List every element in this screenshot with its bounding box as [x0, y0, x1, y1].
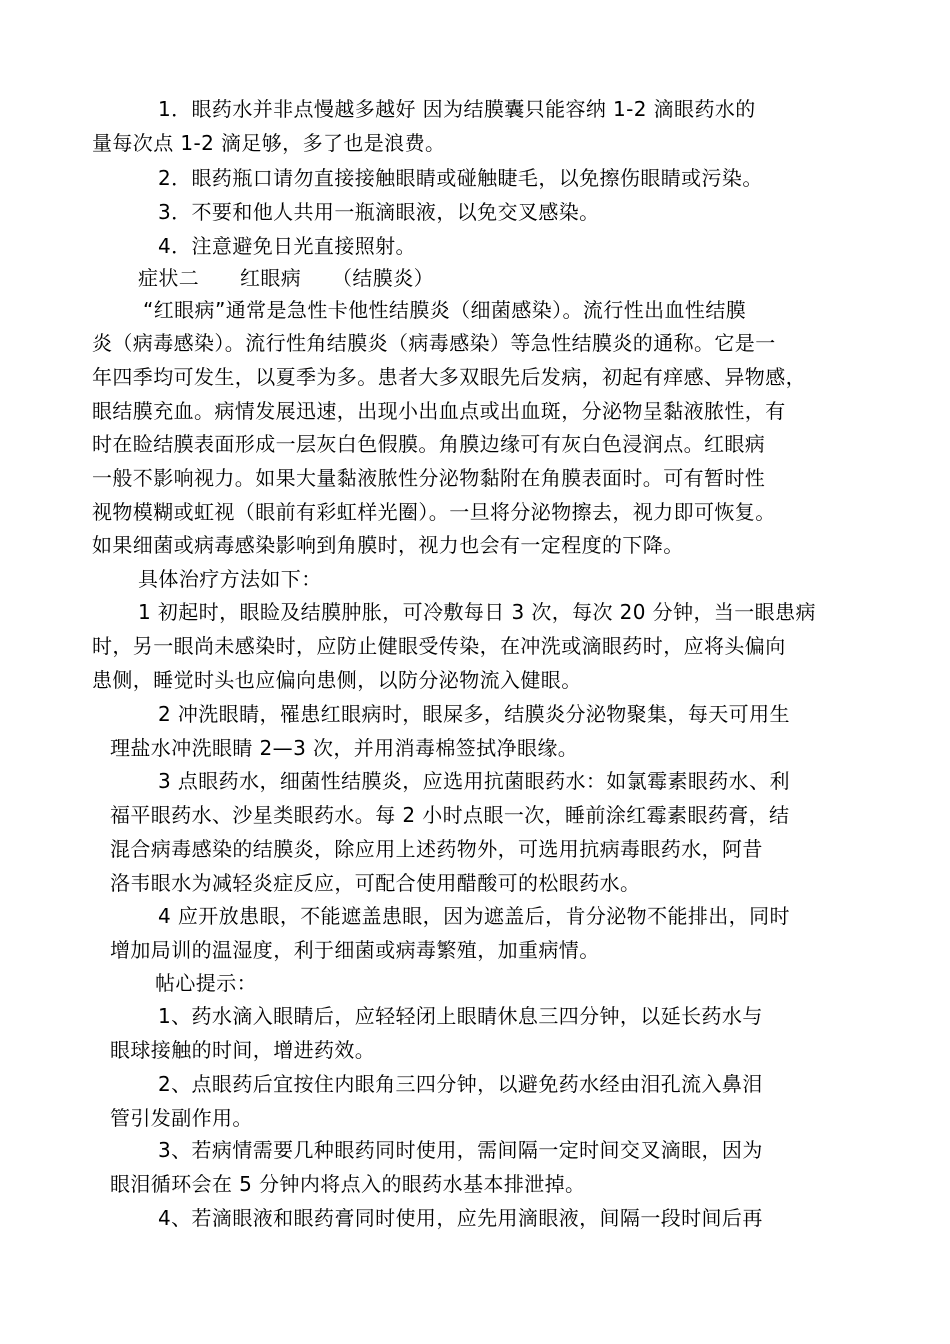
text-line: 1、药水滴入眼睛后，应轻轻闭上眼睛休息三四分钟，以延长药水与	[158, 1004, 763, 1028]
text-line: 3．不要和他人共用一瓶滴眼液，以免交叉感染。	[158, 200, 600, 224]
text-line: 2．眼药瓶口请勿直接接触眼睛或碰触睫毛，以免擦伤眼睛或污染。	[158, 166, 763, 190]
text-line: 时，另一眼尚未感染时，应防止健眼受传染，在冲洗或滴眼药时，应将头偏向	[92, 634, 786, 658]
text-line: 炎（病毒感染）。流行性角结膜炎（病毒感染）等急性结膜炎的通称。它是一	[92, 331, 776, 355]
text-line: 管引发副作用。	[110, 1106, 253, 1130]
text-line: 4 应开放患眼，不能遮盖患眼，因为遮盖后，肯分泌物不能排出，同时	[158, 904, 790, 928]
text-line: 一般不影响视力。如果大量黏液脓性分泌物黏附在角膜表面时。可有暂时性	[92, 466, 766, 490]
text-line: 眼结膜充血。病情发展迅速，出现小出血点或出血斑，分泌物呈黏液脓性，有	[92, 399, 786, 423]
text-line: 年四季均可发生，以夏季为多。患者大多双眼先后发病，初起有痒感、异物感，	[92, 365, 806, 389]
section-heading: 帖心提示：	[155, 971, 257, 995]
text-line: 眼泪循环会在 5 分钟内将点入的眼药水基本排泄掉。	[110, 1172, 586, 1196]
text-line: 洛韦眼水为减轻炎症反应，可配合使用醋酸可的松眼药水。	[110, 871, 641, 895]
section-heading: 症状二 红眼病 （结膜炎）	[138, 266, 434, 290]
text-line: 眼球接触的时间，增进药效。	[110, 1038, 376, 1062]
text-line: 福平眼药水、沙星类眼药水。每 2 小时点眼一次，睡前涂红霉素眼药膏，结	[110, 803, 790, 827]
text-line: 3、若病情需要几种眼药同时使用，需间隔一定时间交叉滴眼，因为	[158, 1138, 763, 1162]
text-line: 视物模糊或虹视（眼前有彩虹样光圈）。一旦将分泌物擦去，视力即可恢复。	[92, 500, 776, 524]
text-line: 理盐水冲洗眼睛 2—3 次，并用消毒棉签拭净眼缘。	[110, 736, 579, 760]
text-line: 时在睑结膜表面形成一层灰白色假膜。角膜边缘可有灰白色浸润点。红眼病	[92, 432, 766, 456]
text-line: 1 初起时，眼睑及结膜肿胀，可冷敷每日 3 次，每次 20 分钟，当一眼患病	[138, 600, 816, 624]
text-line: 患侧，睡觉时头也应偏向患侧，以防分泌物流入健眼。	[92, 668, 582, 692]
text-line: 2 冲洗眼睛，罹患红眼病时，眼屎多，结膜炎分泌物聚集，每天可用生	[158, 702, 790, 726]
text-line: 增加局训的温湿度，利于细菌或病毒繁殖，加重病情。	[110, 938, 600, 962]
text-line: 1．眼药水并非点慢越多越好 因为结膜囊只能容纳 1-2 滴眼药水的	[158, 97, 756, 121]
text-line: 量每次点 1-2 滴足够，多了也是浪费。	[92, 131, 446, 155]
text-line: “红眼病”通常是急性卡他性结膜炎（细菌感染）。流行性出血性结膜	[143, 298, 747, 322]
text-line: 如果细菌或病毒感染影响到角膜时，视力也会有一定程度的下降。	[92, 533, 684, 557]
text-line: 2、点眼药后宜按住内眼角三四分钟，以避免药水经由泪孔流入鼻泪	[158, 1072, 763, 1096]
text-line: 4．注意避免日光直接照射。	[158, 234, 416, 258]
section-heading: 具体治疗方法如下：	[138, 567, 322, 591]
text-line: 4、若滴眼液和眼药膏同时使用，应先用滴眼液，间隔一段时间后再	[158, 1206, 763, 1230]
text-line: 3 点眼药水，细菌性结膜炎，应选用抗菌眼药水：如氯霉素眼药水、利	[158, 769, 790, 793]
text-line: 混合病毒感染的结膜炎，除应用上述药物外，可选用抗病毒眼药水，阿昔	[110, 837, 763, 861]
